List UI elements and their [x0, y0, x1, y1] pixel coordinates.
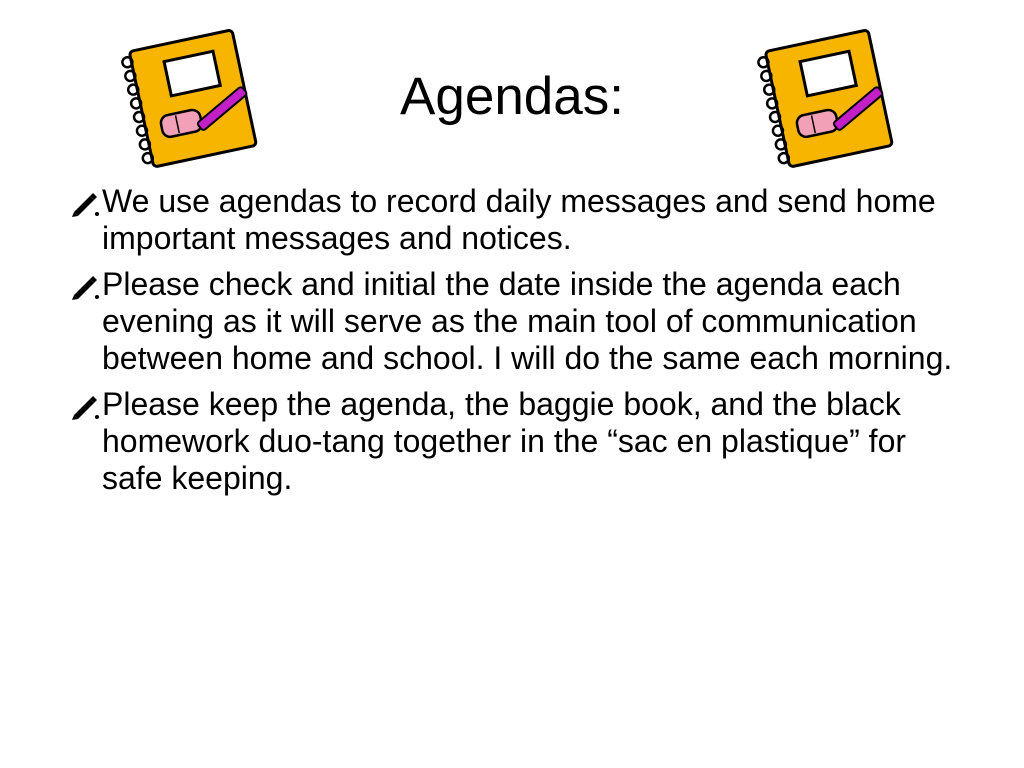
notebook-clipart-right-icon — [748, 22, 903, 172]
bullet-text: Please check and initial the date inside the agenda each evening as it will serve as the main tool of communication between home and school. I will do the same each morning. — [102, 266, 953, 376]
pencil-bullet-icon — [70, 191, 100, 217]
bullet-text: Please keep the agenda, the baggie book, and the black homework duo-tang together in the “sac en plastique” for safe keeping. — [102, 386, 907, 496]
list-item — [70, 183, 970, 257]
page-title: Agendas: — [400, 67, 624, 126]
pencil-bullet-icon — [70, 394, 100, 420]
bullet-list — [70, 183, 970, 506]
list-item — [70, 266, 970, 377]
list-item — [70, 386, 970, 497]
pencil-bullet-icon — [70, 274, 100, 300]
bullet-text: We use agendas to record daily messages and send home important messages and notices. — [102, 183, 936, 256]
